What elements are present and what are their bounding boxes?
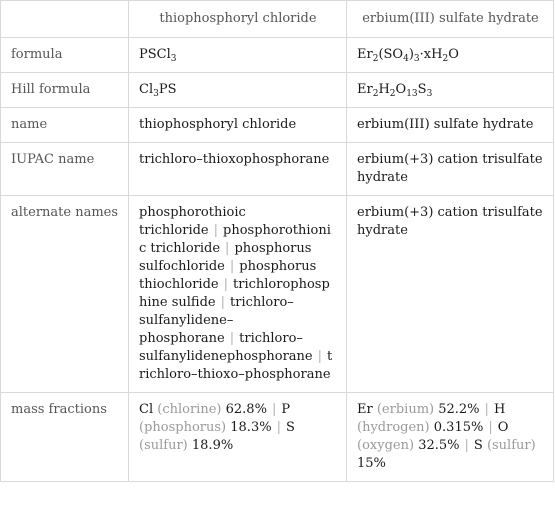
header-row [1, 1, 554, 38]
alt-names-cell-b [347, 196, 554, 393]
formula-subscript: 2 [389, 89, 396, 99]
formula-subscript: 2 [372, 54, 379, 64]
separator: | [223, 277, 228, 292]
formula-subscript: 3 [413, 54, 420, 64]
table-row [1, 38, 554, 73]
table-row [1, 73, 554, 108]
row-label-mass-fractions: mass fractions [1, 393, 129, 482]
formula-part: Cl [139, 82, 154, 97]
element-name: (sulfur) [486, 438, 536, 453]
separator: | [229, 259, 235, 274]
formula-subscript: 3 [153, 89, 159, 99]
alternate-name: phosphorus sulfochloride [139, 241, 312, 274]
row-label-alternate-names: alternate names [1, 196, 129, 393]
formula-part: PS [158, 82, 177, 97]
mass-fraction-value: 32.5% [418, 438, 460, 453]
row-label-formula: formula [1, 38, 129, 73]
formula-part: O [448, 47, 459, 62]
formula-part: ·xH [419, 47, 443, 62]
mass-fractions-cell-b [347, 393, 554, 482]
formula-part: S [417, 82, 427, 97]
element-symbol: Er [357, 402, 373, 417]
separator: | [484, 402, 489, 417]
mass-fraction-value: 18.9% [191, 438, 234, 453]
mass-fraction-value: 62.8% [225, 402, 267, 417]
alternate-name: phosphorothionic trichloride [139, 223, 331, 256]
row-label-hill-formula: Hill formula [1, 73, 129, 108]
corner-cell [1, 1, 129, 38]
alternate-name: trichloro–thioxo–phosphorane [139, 349, 333, 382]
mass-fraction-value: 52.2% [438, 402, 480, 417]
iupac-cell-a: trichloro–thioxophosphorane [129, 143, 347, 196]
separator: | [225, 241, 230, 256]
column-header-thiophosphoryl-chloride: thiophosphoryl chloride [129, 1, 347, 38]
formula-subscript: 2 [372, 89, 379, 99]
element-name: (phosphorus) [139, 420, 227, 435]
mass-fraction-value: 18.3% [230, 420, 272, 435]
formula-subscript: 3 [426, 89, 433, 99]
separator: | [213, 223, 219, 238]
element-symbol: Cl [139, 402, 154, 417]
formula-cell-a [129, 38, 347, 73]
alt-names-cell-a [129, 196, 347, 393]
element-name: (chlorine) [157, 402, 222, 417]
element-name: (erbium) [376, 402, 435, 417]
alternate-name: erbium(+3) cation trisulfate hydrate [357, 205, 543, 238]
formula-subscript: 13 [406, 89, 418, 99]
element-name: (sulfur) [139, 438, 188, 453]
separator: | [488, 420, 493, 435]
hill-cell-b [347, 73, 554, 108]
element-symbol: O [497, 420, 509, 435]
element-symbol: P [281, 402, 291, 417]
separator: | [271, 402, 277, 417]
formula-part: Er [357, 47, 373, 62]
formula-subscript: 2 [442, 54, 449, 64]
alternate-name: trichloro–sulfanylidene–phosphorane [139, 295, 294, 346]
separator: | [276, 420, 281, 435]
element-symbol: H [493, 402, 506, 417]
element-symbol: S [285, 420, 295, 435]
row-label-iupac-name: IUPAC name [1, 143, 129, 196]
hill-cell-a [129, 73, 347, 108]
alternate-name: trichloro–sulfanylidenephosphorane [139, 331, 313, 364]
name-cell-a: thiophosphoryl chloride [129, 108, 347, 143]
name-cell-b: erbium(III) sulfate hydrate [347, 108, 554, 143]
formula-subscript: 3 [170, 54, 177, 64]
separator: | [317, 349, 323, 364]
element-name: (hydrogen) [357, 420, 430, 435]
iupac-cell-b: erbium(+3) cation trisulfate hydrate [347, 143, 554, 196]
element-symbol: S [473, 438, 483, 453]
formula-cell-b [347, 38, 554, 73]
formula-part: H [378, 82, 390, 97]
separator: | [220, 295, 226, 310]
alternate-name: phosphorus thiochloride [139, 259, 317, 292]
formula-subscript: 4 [403, 54, 409, 64]
mass-fractions-cell-a [129, 393, 347, 482]
mass-fraction-value: 0.315% [433, 420, 484, 435]
separator: | [464, 438, 469, 453]
separator: | [229, 331, 235, 346]
formula-part: Er [357, 82, 373, 97]
alternate-name: trichlorophosphine sulfide [139, 277, 330, 310]
table-row [1, 143, 554, 196]
table-row [1, 196, 554, 393]
table-row [1, 108, 554, 143]
row-label-name: name [1, 108, 129, 143]
formula-part: ) [408, 47, 414, 62]
element-name: (oxygen) [357, 438, 415, 453]
formula-part: O [395, 82, 407, 97]
mass-fraction-value: 15% [357, 456, 386, 471]
table-row [1, 393, 554, 482]
formula-part: PSCl [139, 47, 171, 62]
column-header-erbium-sulfate-hydrate: erbium(III) sulfate hydrate [347, 1, 554, 38]
alternate-name: phosphorothioic trichloride [139, 205, 246, 238]
formula-part: (SO [378, 47, 404, 62]
